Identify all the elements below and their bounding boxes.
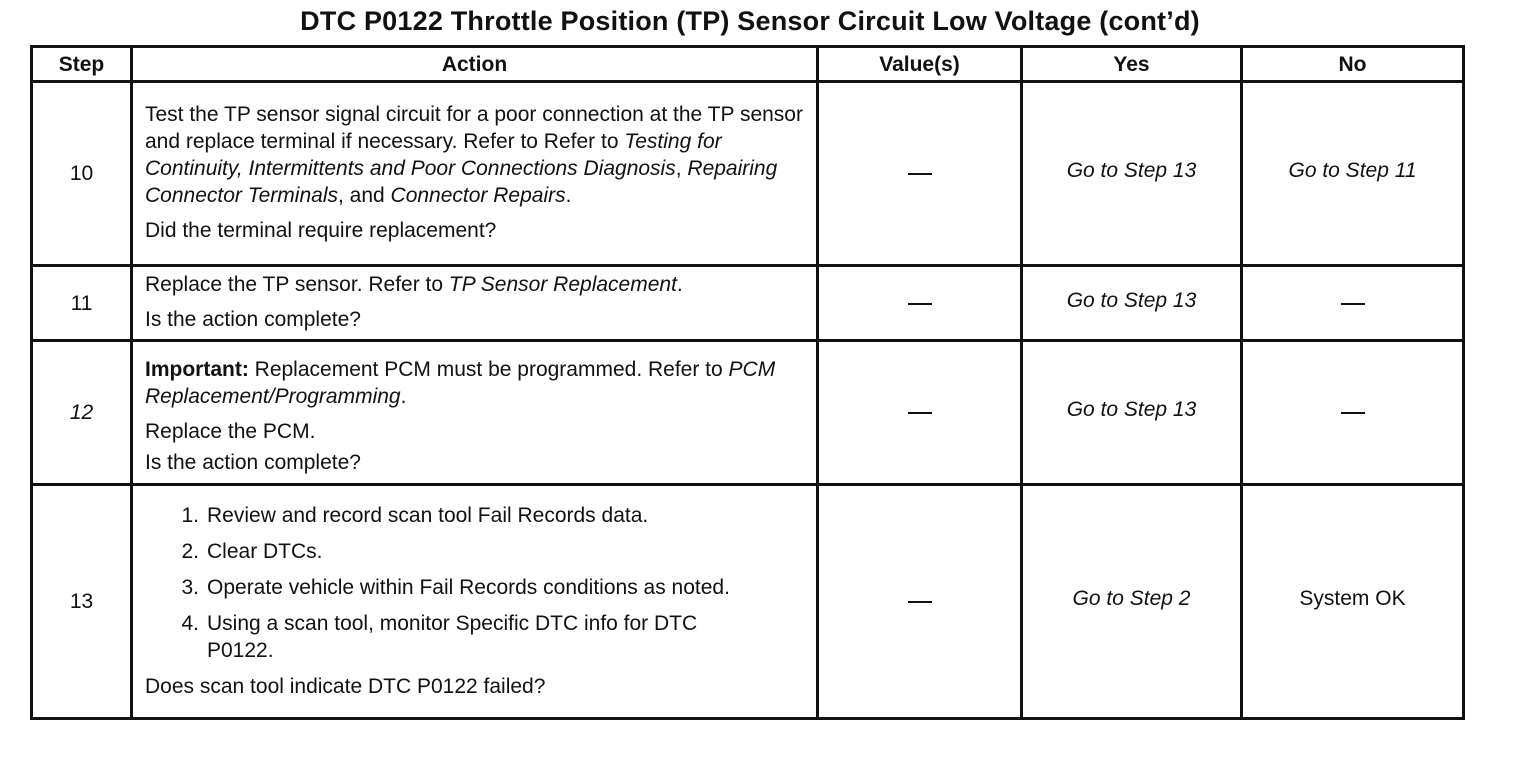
reference-link[interactable]: PCM Replacement/Programming <box>145 357 776 408</box>
list-item-number: 2. <box>181 539 199 563</box>
action-question: Is the action complete? <box>145 450 361 474</box>
value-cell <box>818 266 1022 341</box>
action-text-part: , <box>675 157 688 180</box>
em-dash <box>908 412 932 414</box>
diagnostic-table <box>30 45 1465 720</box>
list-item <box>145 610 804 664</box>
list-item <box>145 574 804 601</box>
em-dash <box>908 601 932 603</box>
action-text-part: . <box>565 184 572 207</box>
step-number: 12 <box>32 341 132 485</box>
value-cell <box>818 341 1022 485</box>
list-item-text: Using a scan tool, monitor Specific DTC info for DTC P0122. <box>207 611 698 662</box>
no-cell <box>1242 341 1464 485</box>
reference-link[interactable]: Repairing Connector Terminals <box>145 157 778 207</box>
list-item-text: Clear DTCs. <box>207 539 323 563</box>
important-note <box>145 356 804 410</box>
action-text <box>145 101 804 209</box>
action-question: Did the terminal require replacement? <box>145 219 497 242</box>
value-cell <box>818 485 1022 719</box>
action-cell <box>132 485 818 719</box>
step-number: 10 <box>32 82 132 266</box>
table-row-step-12 <box>32 341 1464 485</box>
step-number: 11 <box>32 266 132 341</box>
column-header-values: Value(s) <box>818 47 1022 82</box>
action-cell <box>132 82 818 266</box>
action-text-part: . <box>400 384 407 408</box>
reference-link[interactable]: TP Sensor Replacement <box>448 273 677 296</box>
procedure-list <box>145 502 804 664</box>
em-dash <box>1341 412 1365 414</box>
list-item <box>145 538 804 565</box>
action-text-part: . <box>676 273 683 296</box>
action-cell <box>132 341 818 485</box>
column-header-no: No <box>1242 47 1464 82</box>
no-cell: System OK <box>1242 485 1464 719</box>
column-header-step: Step <box>32 47 132 82</box>
list-item <box>145 502 804 529</box>
no-cell[interactable]: Go to Step 11 <box>1242 82 1464 266</box>
action-text-part: Replace the TP sensor. Refer to <box>145 273 449 296</box>
em-dash <box>1341 303 1365 305</box>
list-item-number: 4. <box>181 611 199 635</box>
important-label: Important: <box>145 357 249 381</box>
action-text-part: Replacement PCM must be programmed. Refer to <box>248 357 729 381</box>
table-row-step-11 <box>32 266 1464 341</box>
step-number: 13 <box>32 485 132 719</box>
list-item-text: Operate vehicle within Fail Records conditions as noted. <box>207 575 730 599</box>
header-row <box>32 47 1464 82</box>
em-dash <box>908 173 932 175</box>
yes-cell[interactable]: Go to Step 13 <box>1022 266 1242 341</box>
column-header-yes: Yes <box>1022 47 1242 82</box>
no-cell <box>1242 266 1464 341</box>
table-row-step-10 <box>32 82 1464 266</box>
reference-link[interactable]: Testing for Continuity, Intermittents and Poor Connections Diagnosis <box>145 130 722 180</box>
reference-link[interactable]: Connector Repairs <box>390 184 566 207</box>
action-cell <box>132 266 818 341</box>
table-row-step-13 <box>32 485 1464 719</box>
action-text-part: Test the TP sensor signal circuit for a poor connection at the TP sensor and replace terminal if necessary. Refer to Refer to <box>145 103 803 153</box>
list-item-number: 1. <box>181 503 199 527</box>
action-text <box>145 271 804 298</box>
yes-cell[interactable]: Go to Step 2 <box>1022 485 1242 719</box>
page-title: DTC P0122 Throttle Position (TP) Sensor Circuit Low Voltage (cont’d) <box>300 6 1200 36</box>
column-header-action: Action <box>132 47 818 82</box>
value-cell <box>818 82 1022 266</box>
list-item-number: 3. <box>181 575 199 599</box>
action-instruction: Replace the PCM. <box>145 419 316 443</box>
action-question: Is the action complete? <box>145 308 361 331</box>
em-dash <box>908 303 932 305</box>
yes-cell[interactable]: Go to Step 13 <box>1022 341 1242 485</box>
action-question: Does scan tool indicate DTC P0122 failed? <box>145 674 546 698</box>
yes-cell[interactable]: Go to Step 13 <box>1022 82 1242 266</box>
action-text-part: , and <box>337 184 391 207</box>
list-item-text: Review and record scan tool Fail Records data. <box>207 503 649 527</box>
